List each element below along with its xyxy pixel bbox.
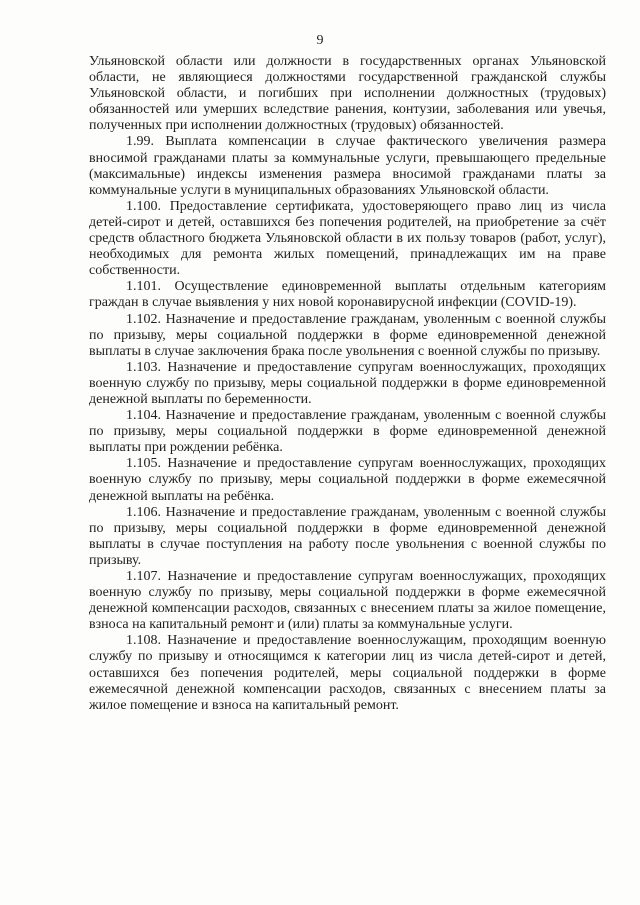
page-number: 9 (316, 33, 324, 48)
paragraph-1-106: 1.106. Назначение и предоставление гражданам, уволенным с военной службы по призыву, меры социальной поддержки в форме единовременной денежной выплаты в случае поступления на работу после увольнения с военной службы по призыву. (89, 504, 606, 568)
paragraph-1-104: 1.104. Назначение и предоставление гражданам, уволенным с военной службы по призыву, меры социальной поддержки в форме единовременной денежной выплаты при рождении ребёнка. (89, 408, 606, 456)
paragraph-1-107: 1.107. Назначение и предоставление супругам военнослужащих, проходящих военную службу по призыву, меры социальной поддержки в форме ежемесячной денежной компенсации расходов, связанных с внесением платы за жилое помещение, взноса на капитальный ремонт и (или) платы за коммунальные услуги. (89, 569, 606, 633)
paragraph-continuation: Ульяновской области или должности в государственных органах Ульяновской области, не являющиеся должностями государственной гражданской службы Ульяновской области, и погибших при исполнении должностных (трудовых) обязанностей или умерших вследствие ранения, контузии, заболевания или увечья, полученных при исполнении должностных (трудовых) обязанностей. (89, 54, 606, 134)
paragraph-1-108: 1.108. Назначение и предоставление военнослужащим, проходящим военную службу по призыву и относящимся к категории лиц из числа детей-сирот и детей, оставшихся без попечения родителей, меры социальной поддержки в форме ежемесячной денежной компенсации расходов, связанных с внесением платы за жилое помещение и взноса на капитальный ремонт. (89, 633, 606, 713)
paragraph-1-103: 1.103. Назначение и предоставление супругам военнослужащих, проходящих военную службу по призыву, меры социальной поддержки в форме единовременной денежной выплаты по беременности. (89, 359, 606, 407)
paragraph-1-102: 1.102. Назначение и предоставление гражданам, уволенным с военной службы по призыву, меры социальной поддержки в форме единовременной денежной выплаты в случае заключения брака после увольнения с военной службы по призыву. (89, 311, 606, 359)
paragraph-1-100: 1.100. Предоставление сертификата, удостоверяющего право лиц из числа детей-сирот и детей, оставшихся без попечения родителей, на приобретение за счёт средств областного бюджета Ульяновской области в их пользу товаров (работ, услуг), необходимых для ремонта жилых помещений, принадлежащих им на праве собственности. (89, 198, 606, 279)
paragraph-1-105: 1.105. Назначение и предоставление супругам военнослужащих, проходящих военную службу по призыву, меры социальной поддержки в форме ежемесячной денежной выплаты на ребёнка. (89, 456, 606, 504)
paragraph-1-101: 1.101. Осуществление единовременной выплаты отдельным категориям граждан в случае выявления у них новой коронавирусной инфекции (COVID-19). (89, 279, 606, 311)
paragraph-1-99: 1.99. Выплата компенсации в случае фактического увеличения размера вносимой гражданами платы за коммунальные услуги, превышающего предельные (максимальные) индексы изменения размера вносимой гражданами платы за коммунальные услуги в муниципальных образованиях Ульяновской области. (89, 134, 606, 198)
document-body (89, 54, 606, 714)
